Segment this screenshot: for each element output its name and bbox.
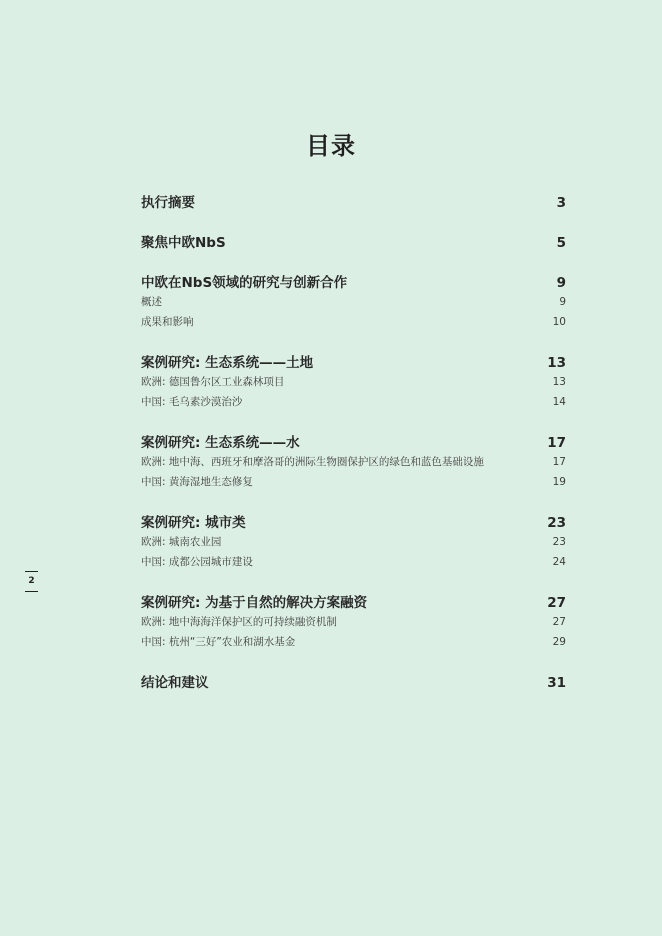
toc-entry-page: 9 [559,296,566,308]
toc-entry-page: 17 [547,435,566,451]
toc-entry-label: 欧洲: 德国鲁尔区工业森林项目 [141,376,285,388]
toc-entry-label: 中欧在NbS领域的研究与创新合作 [141,275,348,291]
toc-entry-label: 案例研究: 为基于自然的解决方案融资 [141,595,368,611]
page-number: 2 [25,571,38,592]
toc-subentry-marine-protected-area-finance[interactable] [141,614,566,629]
toc-entry-page: 27 [552,616,566,628]
toc-entry-page: 5 [556,235,566,251]
toc-entry-research-cooperation[interactable] [141,271,566,291]
toc-entry-case-land[interactable] [141,351,566,371]
toc-entry-page: 13 [547,355,566,371]
toc-subentry-results-impact[interactable] [141,314,566,329]
toc-entry-label: 案例研究: 生态系统——水 [141,435,300,451]
toc-entry-executive-summary[interactable] [141,191,566,211]
toc-entry-focus-eu-china-nbs[interactable] [141,231,566,251]
page-title: 目录 [306,132,356,160]
toc-entry-page: 24 [552,556,566,568]
toc-entry-page: 14 [552,396,566,408]
toc-entry-label: 欧洲: 地中海海洋保护区的可持续融资机制 [141,616,337,628]
toc-entry-label: 欧洲: 城南农业园 [141,536,222,548]
toc-entry-conclusions[interactable] [141,671,566,691]
toc-subentry-south-city-agripark[interactable] [141,534,566,549]
toc-entry-label: 概述 [141,296,162,308]
toc-entry-page: 29 [552,636,566,648]
toc-entry-label: 案例研究: 生态系统——土地 [141,355,314,371]
toc-entry-page: 27 [547,595,566,611]
toc-entry-label: 执行摘要 [141,195,195,211]
toc-subentry-yellow-sea-wetland[interactable] [141,474,566,489]
toc-entry-label: 案例研究: 城市类 [141,515,246,531]
toc-subentry-mediterranean-biosphere[interactable] [141,454,566,469]
toc-subentry-ruhr-forest[interactable] [141,374,566,389]
toc-entry-label: 中国: 毛乌素沙漠治沙 [141,396,243,408]
toc-entry-label: 欧洲: 地中海、西班牙和摩洛哥的洲际生物圈保护区的绿色和蓝色基础设施 [141,456,484,468]
toc-entry-label: 中国: 成都公园城市建设 [141,556,253,568]
toc-subentry-hangzhou-water-fund[interactable] [141,634,566,649]
toc-entry-page: 23 [552,536,566,548]
toc-entry-case-urban[interactable] [141,511,566,531]
toc-entry-label: 聚焦中欧NbS [141,235,226,251]
toc-entry-case-financing[interactable] [141,591,566,611]
toc-entry-page: 10 [552,316,566,328]
toc-subentry-overview[interactable] [141,294,566,309]
toc-entry-page: 31 [547,675,566,691]
toc-entry-label: 中国: 黄海湿地生态修复 [141,476,253,488]
toc-entry-page: 9 [556,275,566,291]
toc-entry-page: 13 [552,376,566,388]
toc-entry-page: 23 [547,515,566,531]
toc-entry-label: 结论和建议 [141,675,209,691]
toc-entry-page: 19 [552,476,566,488]
toc-entry-page: 17 [552,456,566,468]
toc-subentry-mu-us-desert[interactable] [141,394,566,409]
toc-entry-label: 成果和影响 [141,316,194,328]
toc-entry-case-water[interactable] [141,431,566,451]
toc-subentry-chengdu-park-city[interactable] [141,554,566,569]
toc-entry-label: 中国: 杭州“三好”农业和湖水基金 [141,636,296,648]
toc-entry-page: 3 [556,195,566,211]
